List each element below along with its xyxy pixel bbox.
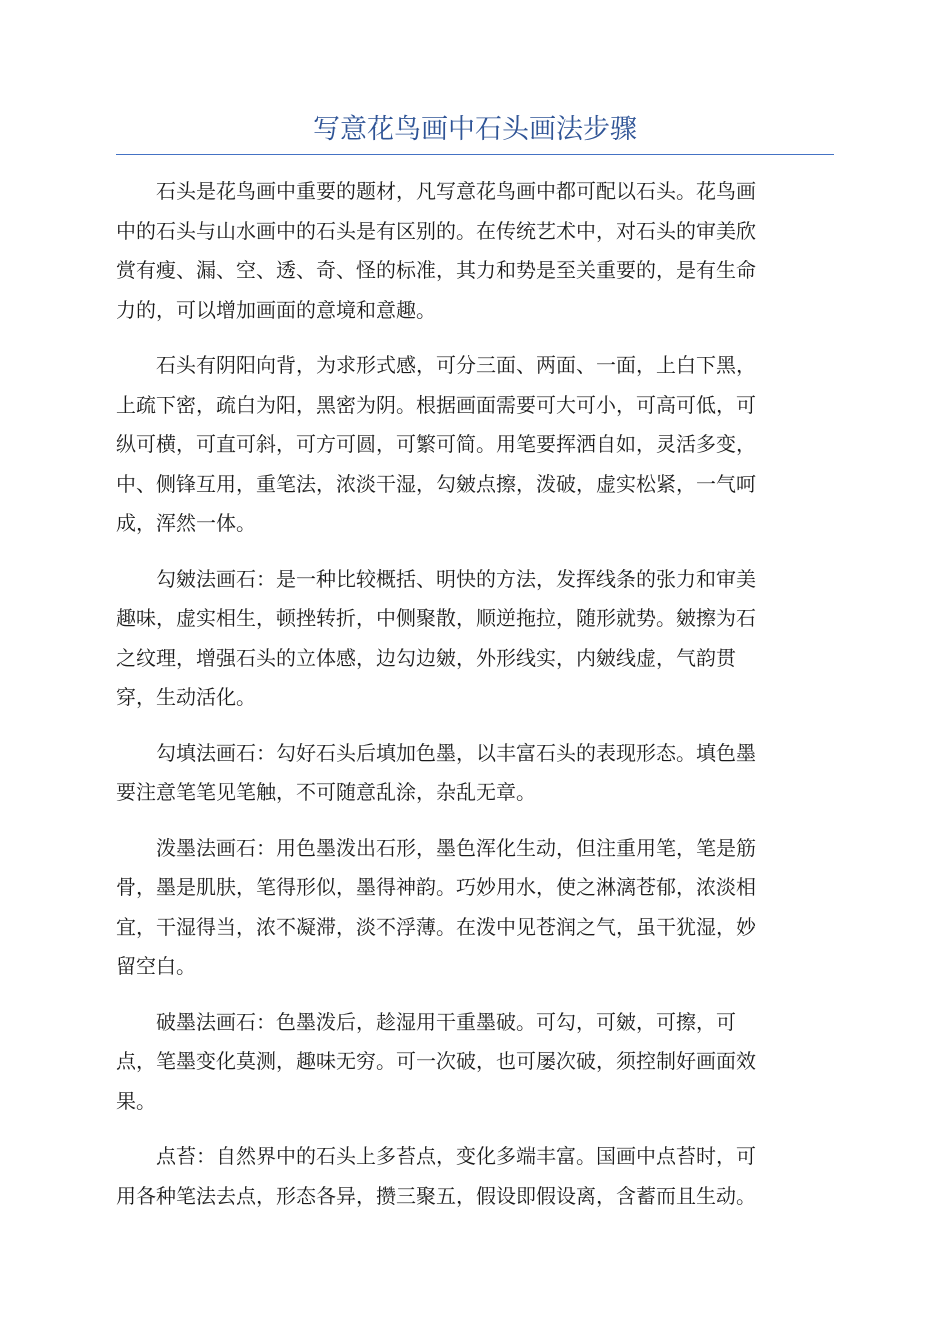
paragraph-line: 勾填法画石：勾好石头后填加色墨，以丰富石头的表现形态。填色墨	[156, 740, 756, 765]
paragraph-po-mo	[116, 829, 834, 987]
paragraph-line: 泼墨法画石：用色墨泼出石形，墨色浑化生动，但注重用笔，笔是筋	[156, 835, 756, 860]
paragraph-line: 趣味，虚实相生，顿挫转折，中侧聚散，顺逆拖拉，随形就势。皴擦为石	[116, 606, 756, 630]
paragraph-line: 要注意笔笔见笔触，不可随意乱涂，杂乱无章。	[116, 780, 536, 804]
paragraph-line: 留空白。	[116, 954, 196, 978]
paragraph-dian-tai	[116, 1137, 834, 1216]
paragraph-line: 点，笔墨变化莫测，趣味无穷。可一次破，也可屡次破，须控制好画面效	[116, 1049, 756, 1073]
paragraph-line: 穿，生动活化。	[116, 685, 256, 709]
paragraph-line: 力的，可以增加画面的意境和意趣。	[116, 297, 436, 322]
paragraph-line: 赏有瘦、漏、空、透、奇、怪的标准，其力和势是至关重要的，是有生命	[116, 258, 756, 282]
paragraph-po-mo-break	[116, 1003, 834, 1122]
paragraph-line: 用各种笔法去点，形态各异，攒三聚五，假设即假设离，含蓄而且生动。	[116, 1183, 756, 1208]
paragraph-line: 上疏下密，疏白为阳，黑密为阴。根据画面需要可大可小，可高可低，可	[116, 392, 756, 417]
paragraph-line: 破墨法画石：色墨泼后，趁湿用干重墨破。可勾，可皴，可擦，可	[156, 1009, 736, 1034]
paragraph-line: 宜，干湿得当，浓不凝滞，淡不浮薄。在泼中见苍润之气，虽干犹湿，妙	[116, 914, 756, 939]
paragraph-line: 纵可横，可直可斜，可方可圆，可繁可简。用笔要挥洒自如，灵活多变，	[116, 432, 756, 456]
paragraph-gou-tian	[116, 734, 834, 813]
paragraph-line: 石头是花鸟画中重要的题材，凡写意花鸟画中都可配以石头。花鸟画	[156, 179, 756, 203]
paragraph-line: 果。	[116, 1088, 156, 1113]
paragraph-line: 点苔：自然界中的石头上多苔点，变化多端丰富。国画中点苔时，可	[156, 1144, 756, 1168]
paragraph-line: 石头有阴阳向背，为求形式感，可分三面、两面、一面，上白下黑，	[156, 353, 756, 377]
title-underline	[116, 154, 834, 155]
paragraph-yin-yang	[116, 346, 834, 544]
paragraph-intro	[116, 172, 834, 330]
paragraph-line: 中、侧锋互用，重笔法，浓淡干湿，勾皴点擦，泼破，虚实松紧，一气呵	[116, 471, 756, 496]
paragraph-line: 成，浑然一体。	[116, 511, 256, 535]
paragraph-gou-cun	[116, 560, 834, 718]
paragraph-line: 骨，墨是肌肤，笔得形似，墨得神韵。巧妙用水，使之淋漓苍郁，浓淡相	[116, 875, 756, 899]
document-title: 写意花鸟画中石头画法步骤	[313, 114, 637, 145]
paragraph-line: 之纹理，增强石头的立体感，边勾边皴，外形线实，内皴线虚，气韵贯	[116, 645, 736, 670]
paragraph-line: 中的石头与山水画中的石头是有区别的。在传统艺术中，对石头的审美欣	[116, 218, 756, 243]
paragraph-line: 勾皴法画石：是一种比较概括、明快的方法，发挥线条的张力和审美	[156, 566, 756, 591]
document-body	[116, 172, 834, 1232]
